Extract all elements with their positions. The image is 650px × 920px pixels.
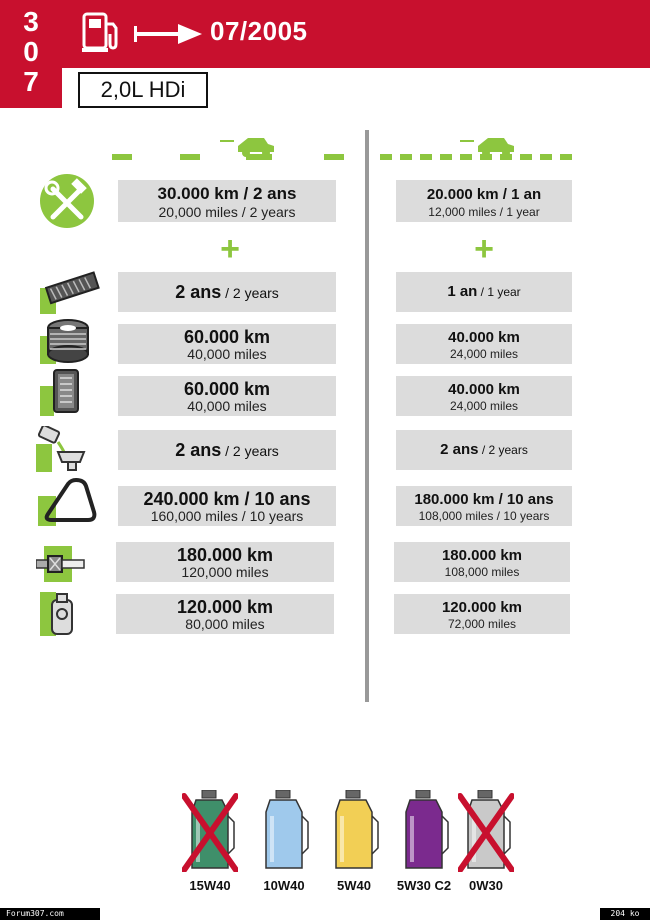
column-divider <box>365 130 369 702</box>
oil-grade-label: 5W30 C2 <box>396 878 452 893</box>
date-label: 07/2005 <box>210 16 308 46</box>
cabin-filter-icon <box>40 266 100 314</box>
left-value-main: 240.000 km / 10 ans <box>143 489 311 509</box>
oil-can-icon <box>326 790 382 872</box>
right-value-sub: 24,000 miles <box>449 399 519 413</box>
right-value-box <box>396 376 572 416</box>
right-value-box <box>394 594 570 634</box>
left-value-sub: 40,000 miles <box>187 346 267 362</box>
left-value-sub: / 2 years <box>221 285 279 301</box>
additive-icon <box>40 592 86 636</box>
right-value-main: 40.000 km <box>448 381 520 398</box>
left-value-box <box>116 542 334 582</box>
brake-fluid-icon <box>36 426 92 472</box>
right-value-main: 20.000 km / 1 an <box>426 186 542 203</box>
right-value-box <box>396 430 572 470</box>
model-digit: 7 <box>23 66 39 97</box>
severe-usage-icon <box>378 130 588 162</box>
oil-grade-label: 5W40 <box>337 878 371 893</box>
right-value-main: 1 an <box>447 283 478 300</box>
right-value-sub: 72,000 miles <box>447 617 517 631</box>
right-value-box <box>396 272 572 312</box>
right-value-sub: 12,000 miles / 1 year <box>428 205 540 219</box>
right-value-box <box>396 324 572 364</box>
oil-grade-label: 0W30 <box>469 878 503 893</box>
right-value-main: 2 ans <box>440 441 479 458</box>
plus-sign: + <box>220 230 240 268</box>
model-strip <box>0 0 62 108</box>
right-value-box <box>396 486 572 526</box>
right-value-main: 40.000 km <box>448 329 520 346</box>
plus-sign: + <box>474 230 494 268</box>
left-value-box <box>116 594 334 634</box>
fuel-pump-icon <box>80 10 124 54</box>
air-filter-icon <box>40 318 96 364</box>
footer-site: Forum307.com <box>0 908 100 920</box>
spark-plug-icon <box>36 546 88 582</box>
right-value-sub: 24,000 miles <box>449 347 519 361</box>
oil-grade-label: 10W40 <box>263 878 305 893</box>
model-digit: 0 <box>23 36 39 67</box>
oil-can-icon <box>182 790 238 872</box>
right-value-box <box>396 180 572 222</box>
left-value-sub: 160,000 miles / 10 years <box>150 508 304 524</box>
left-value-box <box>118 430 336 470</box>
left-value-box <box>118 272 336 312</box>
right-value-main: 180.000 km / 10 ans <box>414 491 554 508</box>
left-value-main: 120.000 km <box>176 597 274 617</box>
left-value-sub: 40,000 miles <box>187 398 267 414</box>
oil-grade-label: 15W40 <box>189 878 231 893</box>
arrow-right-icon <box>134 24 202 44</box>
left-value-box <box>118 324 336 364</box>
left-value-main: 2 ans <box>175 282 222 302</box>
left-value-sub: / 2 years <box>221 443 279 459</box>
normal-usage-icon <box>108 130 348 162</box>
oil-can-icon <box>256 790 312 872</box>
right-value-main: 120.000 km <box>441 599 523 616</box>
oil-can-icon <box>396 790 452 872</box>
left-value-main: 30.000 km / 2 ans <box>157 184 297 203</box>
right-value-main: 180.000 km <box>441 547 523 564</box>
left-value-sub: 20,000 miles / 2 years <box>158 204 296 220</box>
left-value-box <box>118 180 336 222</box>
timing-belt-icon <box>38 476 98 526</box>
right-value-sub: 108,000 miles <box>444 565 520 579</box>
left-value-main: 2 ans <box>175 440 222 460</box>
oil-can-icon <box>458 790 514 872</box>
left-value-main: 60.000 km <box>183 327 271 347</box>
left-value-main: 60.000 km <box>183 379 271 399</box>
left-value-sub: 120,000 miles <box>181 564 269 580</box>
right-value-sub: / 1 year <box>477 285 521 299</box>
fuel-filter-icon <box>40 368 92 416</box>
right-value-box <box>394 542 570 582</box>
left-value-main: 180.000 km <box>176 545 274 565</box>
model-digit: 3 <box>23 6 39 37</box>
left-value-sub: 80,000 miles <box>185 616 265 632</box>
left-value-box <box>118 486 336 526</box>
footer-size: 204 ko <box>600 908 650 920</box>
right-value-sub: / 2 years <box>478 443 528 457</box>
engine-label: 2,0L HDi <box>78 72 208 108</box>
service-wrench-icon <box>36 172 98 230</box>
left-value-box <box>118 376 336 416</box>
right-value-sub: 108,000 miles / 10 years <box>418 509 550 523</box>
